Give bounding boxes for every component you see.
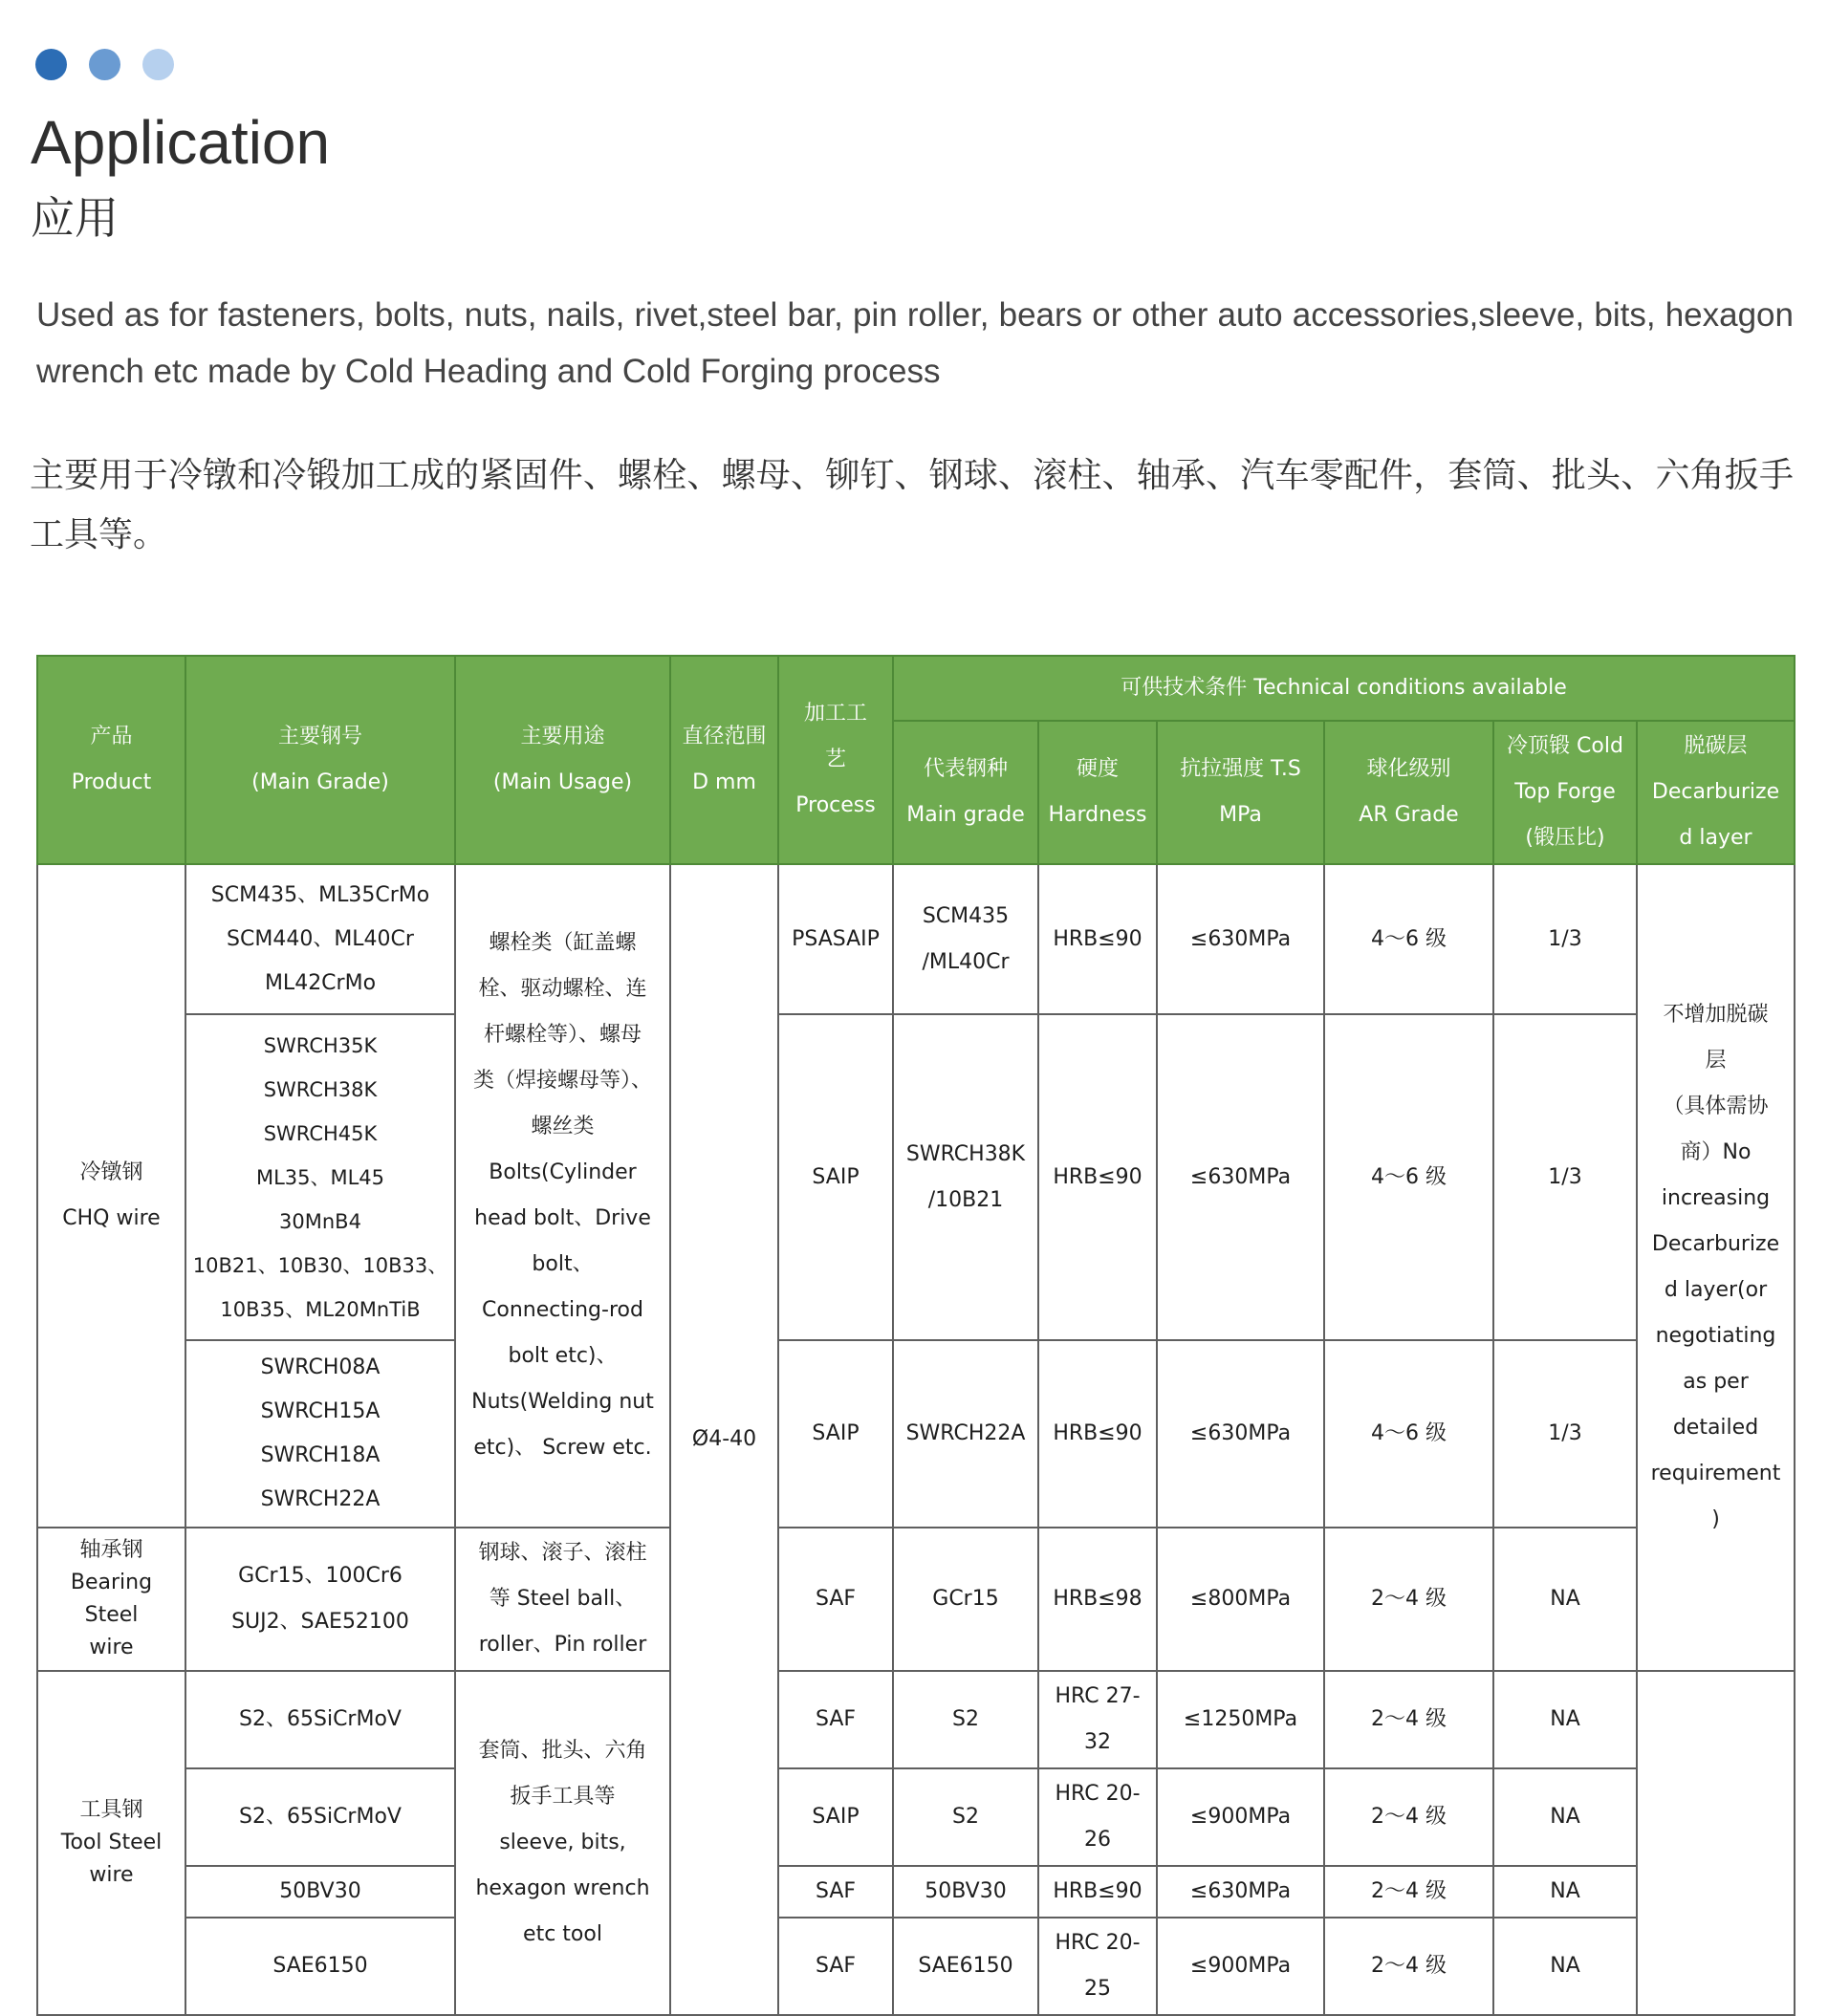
usage-chq-wire: 螺栓类（缸盖螺 栓、驱动螺栓、连 杆螺栓等）、螺母 类（焊接螺母等）、 螺丝类 Bolts(Cylinder head bolt、Drive bolt、 Connecting-rod bolt etc)、 Nuts(Welding nut etc)、 Screw etc. — [455, 864, 670, 1528]
tensile-cell: ≤630MPa — [1157, 864, 1324, 1014]
process-cell: SAF — [778, 1918, 893, 2015]
header-representative-grade: 代表钢种 Main grade — [893, 721, 1038, 864]
representative-grade-cell: GCr15 — [893, 1528, 1038, 1671]
ar-grade-cell: 4～6 级 — [1324, 1340, 1493, 1528]
decarburize-empty-cell — [1637, 1671, 1795, 2015]
ar-grade-cell: 4～6 级 — [1324, 864, 1493, 1014]
representative-grade-cell: SAE6150 — [893, 1918, 1038, 2015]
dot-medium — [89, 49, 120, 80]
grade-cell: S2、65SiCrMoV — [185, 1768, 455, 1866]
forge-ratio-cell: NA — [1493, 1768, 1637, 1866]
table-row — [37, 1528, 1795, 1671]
header-technical-conditions: 可供技术条件 Technical conditions available — [893, 656, 1795, 721]
header-process: 加工工 艺 Process — [778, 656, 893, 864]
representative-grade-cell: S2 — [893, 1671, 1038, 1768]
representative-grade-cell: SCM435 /ML40Cr — [893, 864, 1038, 1014]
diameter-range: Ø4-40 — [670, 864, 778, 2015]
process-cell: SAF — [778, 1528, 893, 1671]
technical-spec-table — [36, 655, 1795, 2016]
forge-ratio-cell: 1/3 — [1493, 1014, 1637, 1340]
header-main-grade: 主要钢号 (Main Grade) — [185, 656, 455, 864]
process-cell: SAIP — [778, 1014, 893, 1340]
forge-ratio-cell: 1/3 — [1493, 1340, 1637, 1528]
grade-cell: SCM435、ML35CrMo SCM440、ML40Cr ML42CrMo — [185, 864, 455, 1014]
hardness-cell: HRC 27-32 — [1038, 1671, 1157, 1768]
representative-grade-cell: S2 — [893, 1768, 1038, 1866]
header-diameter: 直径范围 D mm — [670, 656, 778, 864]
process-cell: SAF — [778, 1671, 893, 1768]
table-row — [37, 1918, 1795, 2015]
header-hardness: 硬度 Hardness — [1038, 721, 1157, 864]
header-ar-grade: 球化级别 AR Grade — [1324, 721, 1493, 864]
tensile-cell: ≤800MPa — [1157, 1528, 1324, 1671]
forge-ratio-cell: NA — [1493, 1671, 1637, 1768]
representative-grade-cell: SWRCH38K /10B21 — [893, 1014, 1038, 1340]
header-tensile-strength: 抗拉强度 T.S MPa — [1157, 721, 1324, 864]
tensile-cell: ≤630MPa — [1157, 1014, 1324, 1340]
hardness-cell: HRC 20-26 — [1038, 1768, 1157, 1866]
table-row — [37, 1866, 1795, 1918]
process-cell: SAIP — [778, 1768, 893, 1866]
ar-grade-cell: 2～4 级 — [1324, 1866, 1493, 1918]
ar-grade-cell: 2～4 级 — [1324, 1671, 1493, 1768]
hardness-cell: HRC 20-25 — [1038, 1918, 1157, 2015]
product-tool-steel-wire: 工具钢 Tool Steel wire — [37, 1671, 185, 2015]
product-chq-wire: 冷镦钢 CHQ wire — [37, 864, 185, 1528]
header-main-usage: 主要用途 (Main Usage) — [455, 656, 670, 864]
grade-cell: SWRCH35K SWRCH38K SWRCH45K ML35、ML45 30MnB4 10B21、10B30、10B33、 10B35、ML20MnTiB — [185, 1014, 455, 1340]
table-row — [37, 864, 1795, 1014]
description-english: Used as for fasteners, bolts, nuts, nails, rivet,steel bar, pin roller, bears or other auto accessories,sleeve, bits, hexagon wrench etc made by Cold Heading and Cold Forging process — [36, 296, 1794, 390]
header-cold-top-forge: 冷顶锻 Cold Top Forge (锻压比) — [1493, 721, 1637, 864]
decorative-dots — [35, 49, 174, 80]
header-decarburize: 脱碳层 Decarburize d layer — [1637, 721, 1795, 864]
grade-cell: GCr15、100Cr6 SUJ2、SAE52100 — [185, 1528, 455, 1671]
table-row — [37, 1671, 1795, 1768]
description-chinese: 主要用于冷镦和冷锻加工成的紧固件、螺栓、螺母、铆钉、钢球、滚柱、轴承、汽车零配件，套筒、批头、六角扳手工具等。 — [30, 456, 1794, 554]
usage-tool-steel-wire: 套筒、批头、六角 扳手工具等 sleeve, bits, hexagon wrench etc tool — [455, 1671, 670, 2015]
decarburize-layer: 不增加脱碳 层 （具体需协 商）No increasing Decarburize d layer(or negotiating as per detailed requirement ) — [1637, 864, 1795, 1671]
grade-cell: S2、65SiCrMoV — [185, 1671, 455, 1768]
page-subtitle: 应用 — [31, 192, 119, 244]
header-product: 产品 Product — [37, 656, 185, 864]
hardness-cell: HRB≤90 — [1038, 864, 1157, 1014]
hardness-cell: HRB≤90 — [1038, 1866, 1157, 1918]
process-cell: SAF — [778, 1866, 893, 1918]
forge-ratio-cell: 1/3 — [1493, 864, 1637, 1014]
tensile-cell: ≤900MPa — [1157, 1768, 1324, 1866]
tensile-cell: ≤630MPa — [1157, 1866, 1324, 1918]
dot-dark — [35, 49, 67, 80]
grade-cell: 50BV30 — [185, 1866, 455, 1918]
hardness-cell: HRB≤90 — [1038, 1014, 1157, 1340]
usage-bearing-steel-wire: 钢球、滚子、滚柱 等 Steel ball、 roller、Pin roller — [455, 1528, 670, 1671]
ar-grade-cell: 2～4 级 — [1324, 1768, 1493, 1866]
ar-grade-cell: 4～6 级 — [1324, 1014, 1493, 1340]
hardness-cell: HRB≤98 — [1038, 1528, 1157, 1671]
forge-ratio-cell: NA — [1493, 1528, 1637, 1671]
grade-cell: SAE6150 — [185, 1918, 455, 2015]
grade-cell: SWRCH08A SWRCH15A SWRCH18A SWRCH22A — [185, 1340, 455, 1528]
table-row — [37, 1014, 1795, 1340]
ar-grade-cell: 2～4 级 — [1324, 1528, 1493, 1671]
tensile-cell: ≤900MPa — [1157, 1918, 1324, 2015]
representative-grade-cell: SWRCH22A — [893, 1340, 1038, 1528]
tensile-cell: ≤630MPa — [1157, 1340, 1324, 1528]
process-cell: SAIP — [778, 1340, 893, 1528]
dot-light — [142, 49, 174, 80]
forge-ratio-cell: NA — [1493, 1918, 1637, 2015]
hardness-cell: HRB≤90 — [1038, 1340, 1157, 1528]
representative-grade-cell: 50BV30 — [893, 1866, 1038, 1918]
tensile-cell: ≤1250MPa — [1157, 1671, 1324, 1768]
product-bearing-steel-wire: 轴承钢 Bearing Steel wire — [37, 1528, 185, 1671]
table-row — [37, 1340, 1795, 1528]
process-cell: PSASAIP — [778, 864, 893, 1014]
ar-grade-cell: 2～4 级 — [1324, 1918, 1493, 2015]
forge-ratio-cell: NA — [1493, 1866, 1637, 1918]
page-title: Application — [31, 108, 331, 177]
table-row — [37, 1768, 1795, 1866]
